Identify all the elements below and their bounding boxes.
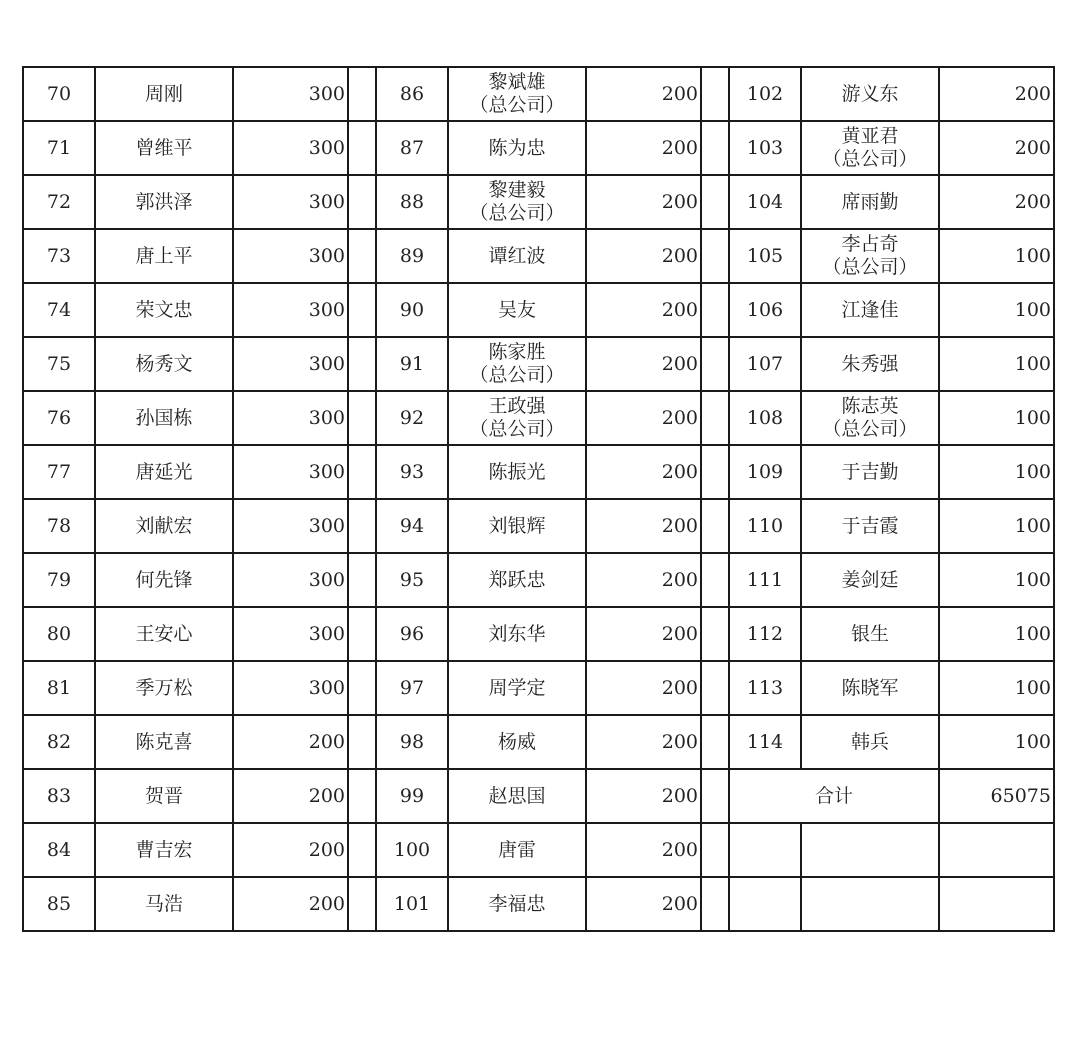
donation-amount: 300 <box>233 553 348 607</box>
donor-name-text: 刘银辉 <box>488 514 546 537</box>
donation-amount: 100 <box>939 715 1054 769</box>
donation-amount: 100 <box>939 229 1054 283</box>
column-spacer <box>348 391 376 445</box>
donor-name <box>801 175 939 229</box>
total-label: 合计 <box>729 769 939 823</box>
row-number: 112 <box>729 607 801 661</box>
donor-name-text: 赵思国 <box>488 784 546 807</box>
donation-amount: 300 <box>233 229 348 283</box>
donor-affiliation: （总公司） <box>469 94 565 116</box>
row-number: 74 <box>23 283 95 337</box>
column-spacer <box>701 769 729 823</box>
donor-name <box>448 499 586 553</box>
table-row <box>23 283 1054 337</box>
donor-name <box>448 715 586 769</box>
donor-name-text: 席雨勤 <box>841 190 899 213</box>
table-row <box>23 877 1054 931</box>
donation-amount: 100 <box>939 445 1054 499</box>
donation-amount: 100 <box>939 661 1054 715</box>
donor-name <box>95 769 233 823</box>
empty-cell <box>939 823 1054 877</box>
donor-name-text: 唐上平 <box>135 244 193 267</box>
column-spacer <box>348 769 376 823</box>
donation-amount: 300 <box>233 499 348 553</box>
donor-name-text: 周刚 <box>144 82 183 105</box>
donor-name-text: 曹吉宏 <box>135 838 193 861</box>
donation-amount: 200 <box>586 337 701 391</box>
row-number: 76 <box>23 391 95 445</box>
donor-name-text: 王政强 <box>488 395 546 417</box>
donor-name-text: 黎建毅 <box>488 179 546 201</box>
donation-amount: 300 <box>233 391 348 445</box>
donor-name <box>448 661 586 715</box>
empty-cell <box>729 877 801 931</box>
donor-name <box>448 175 586 229</box>
donation-amount: 300 <box>233 283 348 337</box>
column-spacer <box>348 715 376 769</box>
donor-name-text: 刘献宏 <box>135 514 193 537</box>
donor-name-text: 马浩 <box>144 892 183 915</box>
donation-amount: 200 <box>233 823 348 877</box>
total-amount: 65075 <box>939 769 1054 823</box>
row-number: 96 <box>376 607 448 661</box>
donor-name-text: 于吉勤 <box>841 460 899 483</box>
column-spacer <box>348 877 376 931</box>
row-number: 94 <box>376 499 448 553</box>
donor-name <box>448 823 586 877</box>
column-spacer <box>701 499 729 553</box>
donor-name <box>95 877 233 931</box>
donation-amount: 200 <box>233 715 348 769</box>
donation-amount: 200 <box>233 877 348 931</box>
column-spacer <box>348 337 376 391</box>
table-row <box>23 553 1054 607</box>
row-number: 82 <box>23 715 95 769</box>
column-spacer <box>701 877 729 931</box>
donor-name <box>448 445 586 499</box>
donor-name-text: 荣文忠 <box>135 298 193 321</box>
donation-amount: 200 <box>586 877 701 931</box>
donor-name <box>95 607 233 661</box>
donor-name-text: 陈晓军 <box>841 676 899 699</box>
donor-name-text: 姜剑廷 <box>841 568 899 591</box>
donor-name <box>95 553 233 607</box>
donor-name-text: 陈为忠 <box>488 136 546 159</box>
donor-name <box>95 661 233 715</box>
donor-affiliation: （总公司） <box>469 202 565 224</box>
row-number: 70 <box>23 67 95 121</box>
donor-name <box>801 67 939 121</box>
table-row <box>23 661 1054 715</box>
donor-name <box>95 715 233 769</box>
donation-amount: 200 <box>939 67 1054 121</box>
column-spacer <box>701 283 729 337</box>
donation-amount: 100 <box>939 607 1054 661</box>
donation-amount: 300 <box>233 175 348 229</box>
row-number: 86 <box>376 67 448 121</box>
donation-amount: 200 <box>233 769 348 823</box>
column-spacer <box>348 121 376 175</box>
donor-name <box>95 283 233 337</box>
donor-name-text: 何先锋 <box>135 568 193 591</box>
row-number: 78 <box>23 499 95 553</box>
row-number: 75 <box>23 337 95 391</box>
donor-name <box>801 715 939 769</box>
donor-name-text: 陈振光 <box>488 460 546 483</box>
row-number: 77 <box>23 445 95 499</box>
column-spacer <box>348 67 376 121</box>
row-number: 97 <box>376 661 448 715</box>
donation-amount: 200 <box>586 67 701 121</box>
column-spacer <box>348 661 376 715</box>
donor-name-text: 吴友 <box>497 298 536 321</box>
row-number: 103 <box>729 121 801 175</box>
donor-name <box>95 337 233 391</box>
row-number: 106 <box>729 283 801 337</box>
donor-name <box>448 229 586 283</box>
donation-amount: 300 <box>233 661 348 715</box>
empty-cell <box>729 823 801 877</box>
empty-cell <box>801 823 939 877</box>
column-spacer <box>348 175 376 229</box>
donor-name <box>801 121 939 175</box>
donor-name-text: 季万松 <box>135 676 193 699</box>
donor-name <box>448 337 586 391</box>
row-number: 101 <box>376 877 448 931</box>
row-number: 93 <box>376 445 448 499</box>
row-number: 72 <box>23 175 95 229</box>
donation-amount: 200 <box>586 121 701 175</box>
donor-name-text: 杨秀文 <box>135 352 193 375</box>
column-spacer <box>701 553 729 607</box>
row-number: 99 <box>376 769 448 823</box>
donor-name-text: 游义东 <box>841 82 899 105</box>
donor-name-text: 于吉霞 <box>841 514 899 537</box>
donor-name-text: 李占奇 <box>841 233 899 255</box>
row-number: 113 <box>729 661 801 715</box>
row-number: 80 <box>23 607 95 661</box>
donation-amount: 200 <box>586 715 701 769</box>
donor-name <box>801 391 939 445</box>
donation-amount: 200 <box>586 769 701 823</box>
table-row <box>23 499 1054 553</box>
donor-name <box>95 229 233 283</box>
donor-name <box>801 607 939 661</box>
row-number: 100 <box>376 823 448 877</box>
column-spacer <box>348 553 376 607</box>
donor-affiliation: （总公司） <box>822 148 918 170</box>
donor-name <box>95 67 233 121</box>
donation-table <box>22 66 1055 932</box>
table-row <box>23 607 1054 661</box>
donor-name <box>95 391 233 445</box>
row-number: 71 <box>23 121 95 175</box>
donor-name-text: 贺晋 <box>144 784 183 807</box>
donor-name-text: 郑跃忠 <box>488 568 546 591</box>
column-spacer <box>701 67 729 121</box>
column-spacer <box>348 499 376 553</box>
row-number: 81 <box>23 661 95 715</box>
row-number: 90 <box>376 283 448 337</box>
donor-name-text: 陈克喜 <box>135 730 193 753</box>
row-number: 102 <box>729 67 801 121</box>
table-body <box>23 67 1054 931</box>
donor-name-text: 黄亚君 <box>841 125 899 147</box>
donation-amount: 300 <box>233 607 348 661</box>
donor-affiliation: （总公司） <box>822 418 918 440</box>
donor-name <box>448 769 586 823</box>
table-row <box>23 769 1054 823</box>
donor-name <box>801 445 939 499</box>
donation-amount: 200 <box>939 121 1054 175</box>
table-row <box>23 175 1054 229</box>
donation-amount: 200 <box>586 229 701 283</box>
row-number: 73 <box>23 229 95 283</box>
row-number: 95 <box>376 553 448 607</box>
donation-amount: 200 <box>586 283 701 337</box>
row-number: 107 <box>729 337 801 391</box>
donation-amount: 200 <box>586 553 701 607</box>
donor-name-text: 黎斌雄 <box>488 71 546 93</box>
donor-name <box>448 283 586 337</box>
donor-name <box>448 67 586 121</box>
donor-affiliation: （总公司） <box>469 364 565 386</box>
row-number: 85 <box>23 877 95 931</box>
table-row <box>23 121 1054 175</box>
column-spacer <box>701 445 729 499</box>
row-number: 87 <box>376 121 448 175</box>
donation-amount: 200 <box>939 175 1054 229</box>
donation-amount: 300 <box>233 67 348 121</box>
column-spacer <box>348 607 376 661</box>
donor-name-text: 曾维平 <box>135 136 193 159</box>
donor-name-text: 郭洪泽 <box>135 190 193 213</box>
row-number: 89 <box>376 229 448 283</box>
donor-name-text: 周学定 <box>488 676 546 699</box>
donor-name <box>95 445 233 499</box>
donation-amount: 200 <box>586 445 701 499</box>
table-row <box>23 445 1054 499</box>
column-spacer <box>701 607 729 661</box>
column-spacer <box>701 229 729 283</box>
row-number: 83 <box>23 769 95 823</box>
donor-name-text: 陈志英 <box>841 395 899 417</box>
donor-name-text: 陈家胜 <box>488 341 546 363</box>
donor-name-text: 韩兵 <box>850 730 889 753</box>
donor-name <box>95 175 233 229</box>
empty-cell <box>801 877 939 931</box>
row-number: 114 <box>729 715 801 769</box>
donor-name <box>801 337 939 391</box>
row-number: 108 <box>729 391 801 445</box>
column-spacer <box>701 121 729 175</box>
donor-name <box>801 661 939 715</box>
donor-name-text: 唐延光 <box>135 460 193 483</box>
donor-name-text: 江逢佳 <box>841 298 899 321</box>
donation-amount: 100 <box>939 337 1054 391</box>
donation-amount: 100 <box>939 283 1054 337</box>
row-number: 104 <box>729 175 801 229</box>
donation-amount: 100 <box>939 391 1054 445</box>
donor-name <box>448 553 586 607</box>
donor-name-text: 李福忠 <box>488 892 546 915</box>
donation-amount: 200 <box>586 607 701 661</box>
table-row <box>23 715 1054 769</box>
donor-name <box>95 121 233 175</box>
donor-name-text: 杨威 <box>497 730 536 753</box>
donor-name <box>801 283 939 337</box>
donation-amount: 300 <box>233 121 348 175</box>
donor-name <box>95 823 233 877</box>
donor-name-text: 谭红波 <box>488 244 546 267</box>
donor-name <box>448 121 586 175</box>
row-number: 91 <box>376 337 448 391</box>
row-number: 79 <box>23 553 95 607</box>
empty-cell <box>939 877 1054 931</box>
donation-amount: 100 <box>939 499 1054 553</box>
column-spacer <box>701 391 729 445</box>
donor-name-text: 银生 <box>850 622 889 645</box>
row-number: 98 <box>376 715 448 769</box>
column-spacer <box>348 229 376 283</box>
column-spacer <box>348 283 376 337</box>
row-number: 105 <box>729 229 801 283</box>
column-spacer <box>348 445 376 499</box>
donor-name <box>801 553 939 607</box>
donor-name <box>448 391 586 445</box>
column-spacer <box>701 337 729 391</box>
column-spacer <box>701 715 729 769</box>
table-row <box>23 823 1054 877</box>
donor-name <box>448 877 586 931</box>
donor-name-text: 刘东华 <box>488 622 546 645</box>
table-row <box>23 229 1054 283</box>
donation-amount: 200 <box>586 391 701 445</box>
row-number: 109 <box>729 445 801 499</box>
column-spacer <box>348 823 376 877</box>
donation-amount: 200 <box>586 175 701 229</box>
column-spacer <box>701 661 729 715</box>
donor-name-text: 唐雷 <box>497 838 536 861</box>
donation-amount: 100 <box>939 553 1054 607</box>
table-row <box>23 67 1054 121</box>
table-row <box>23 337 1054 391</box>
row-number: 88 <box>376 175 448 229</box>
donation-amount: 200 <box>586 661 701 715</box>
row-number: 110 <box>729 499 801 553</box>
donor-name <box>801 499 939 553</box>
donor-name <box>448 607 586 661</box>
donation-amount: 300 <box>233 337 348 391</box>
donor-affiliation: （总公司） <box>469 418 565 440</box>
row-number: 111 <box>729 553 801 607</box>
donor-name <box>801 229 939 283</box>
donor-name-text: 朱秀强 <box>841 352 899 375</box>
donation-amount: 300 <box>233 445 348 499</box>
row-number: 92 <box>376 391 448 445</box>
donor-name-text: 王安心 <box>135 622 193 645</box>
row-number: 84 <box>23 823 95 877</box>
donor-affiliation: （总公司） <box>822 256 918 278</box>
column-spacer <box>701 175 729 229</box>
column-spacer <box>701 823 729 877</box>
table-row <box>23 391 1054 445</box>
donation-amount: 200 <box>586 499 701 553</box>
donor-name <box>95 499 233 553</box>
donation-amount: 200 <box>586 823 701 877</box>
donor-name-text: 孙国栋 <box>135 406 193 429</box>
